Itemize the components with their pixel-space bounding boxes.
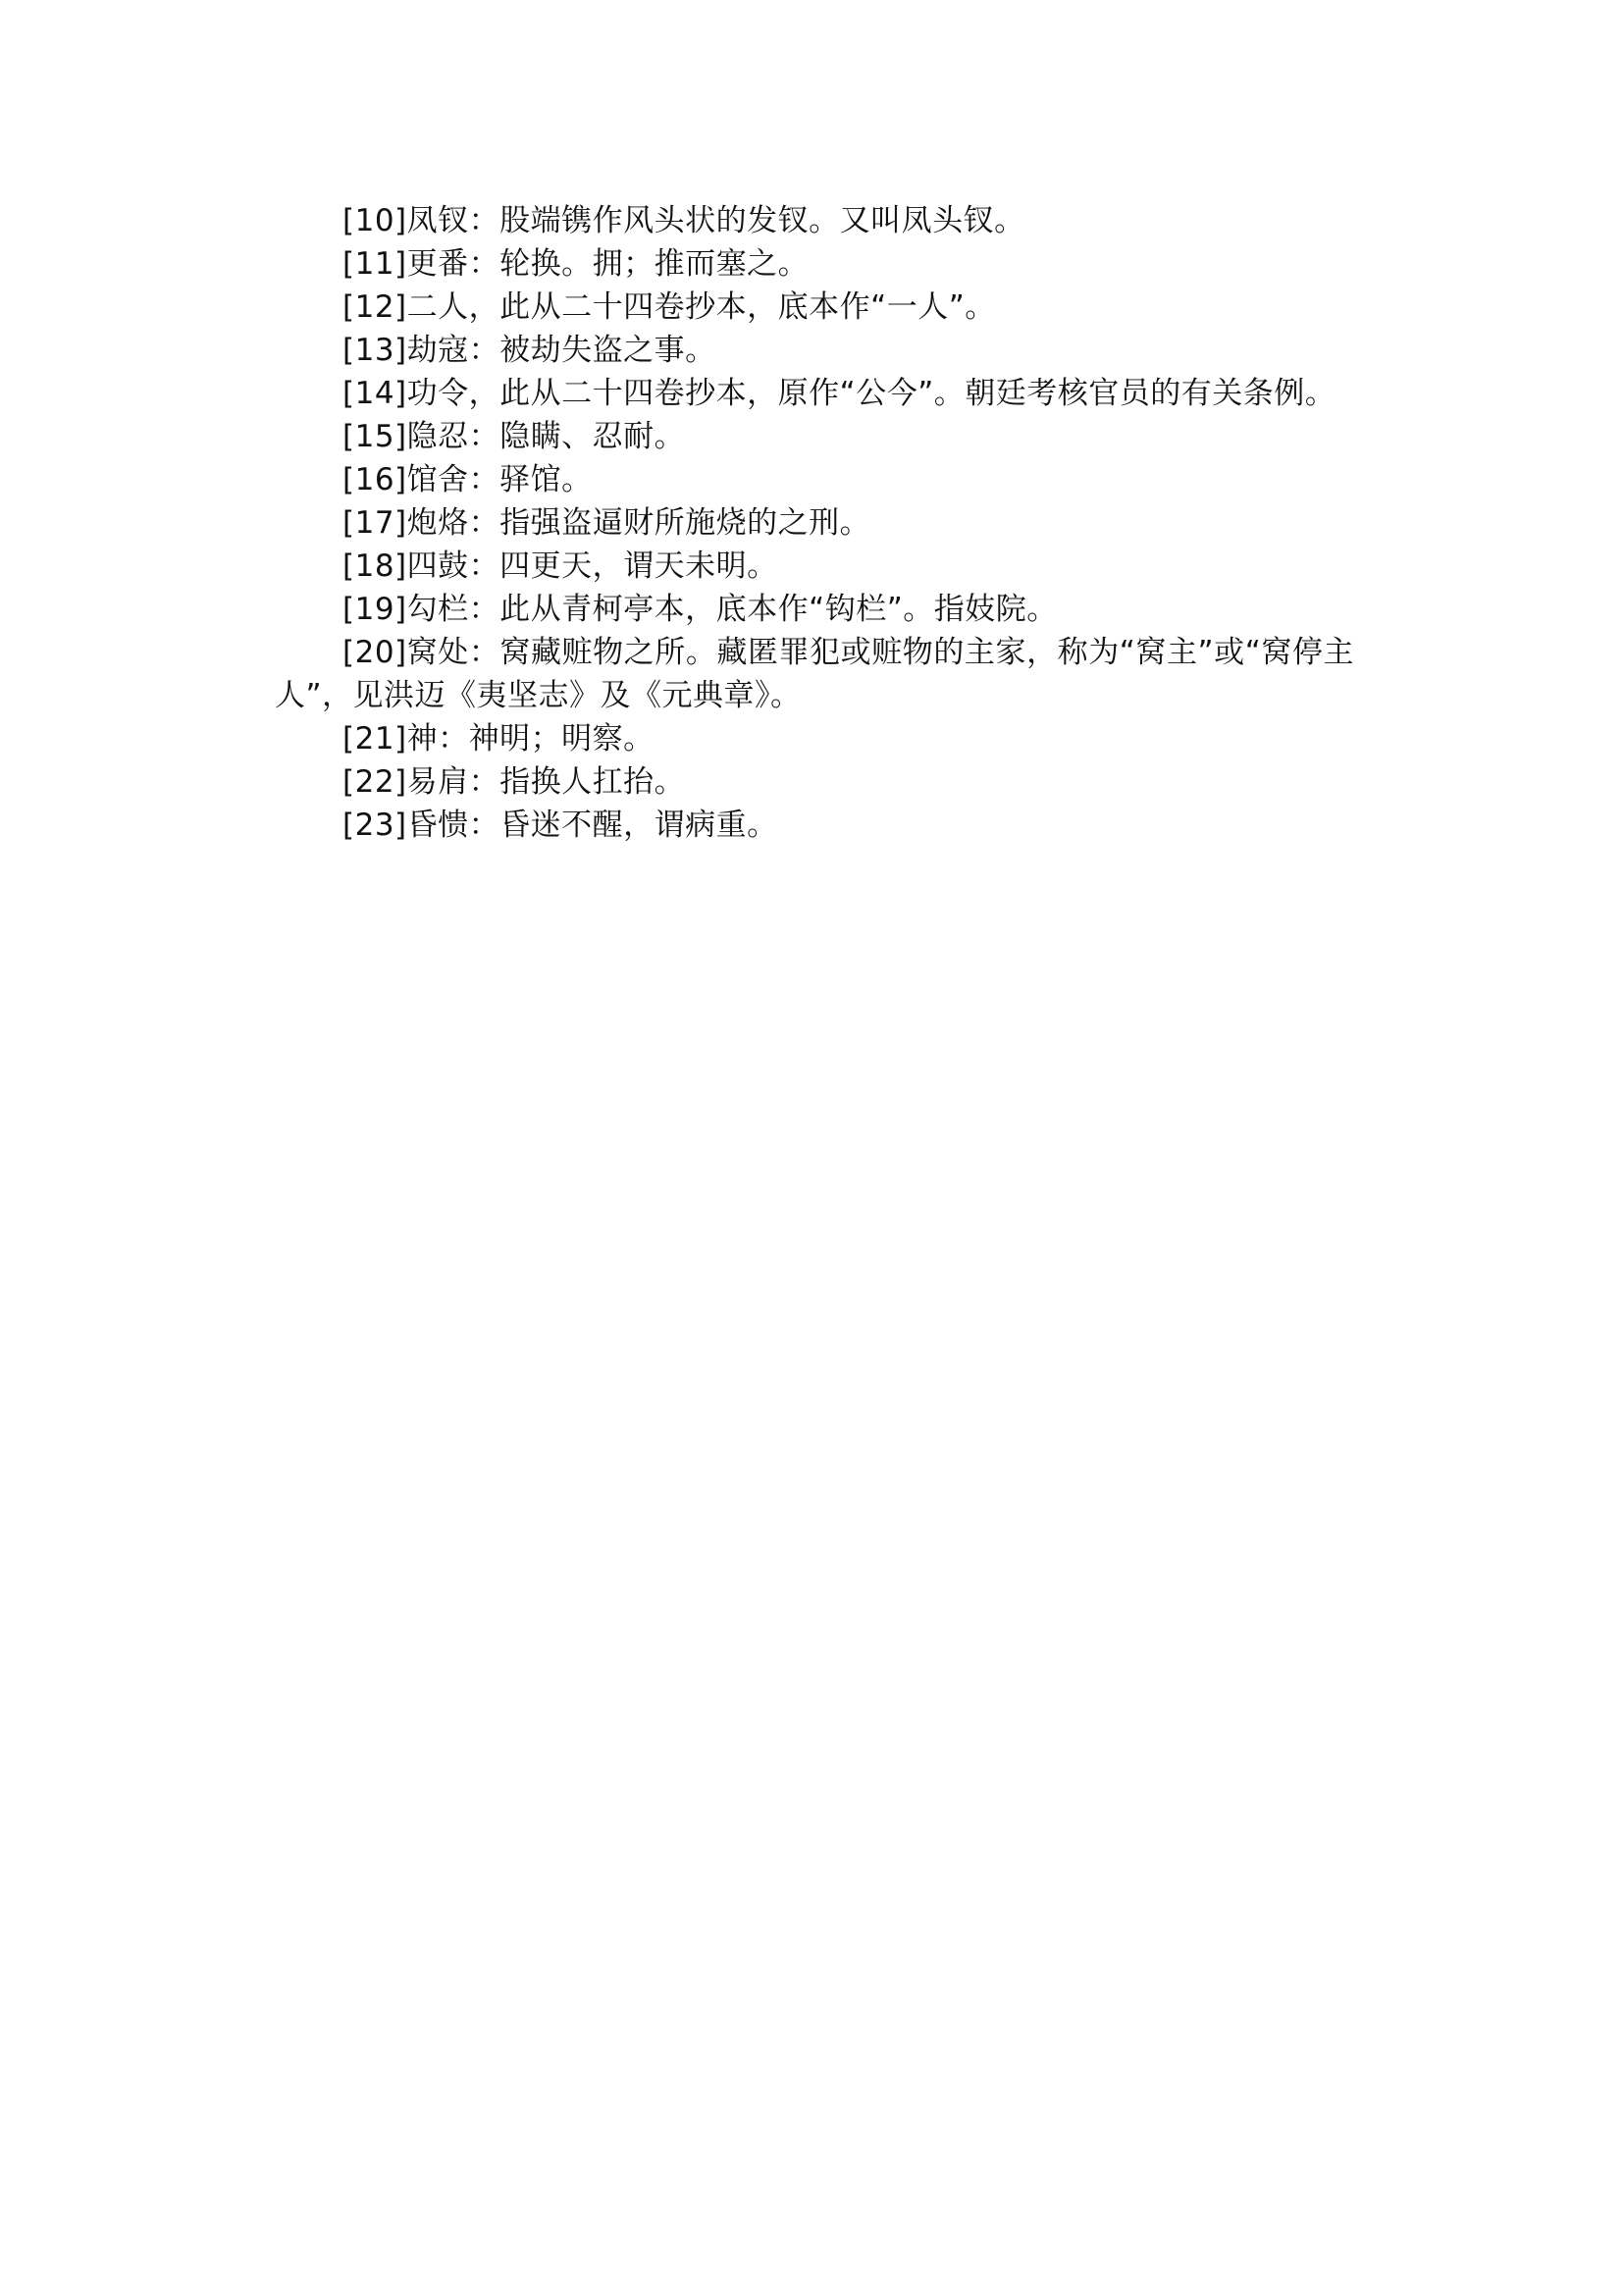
footnote-12: [12]二人，此从二十四卷抄本，底本作“一人”。 [342, 289, 996, 325]
footnote-18: [18]四鼓：四更天，谓天未明。 [342, 548, 778, 584]
footnote-14: [14]功令，此从二十四卷抄本，原作“公今”。朝廷考核官员的有关条例。 [342, 376, 1336, 411]
footnote-13: [13]劫寇：被劫失盗之事。 [342, 333, 716, 368]
footnote-15: [15]隐忍：隐瞒、忍耐。 [342, 419, 686, 454]
footnote-10: [10]凤钗：股端镌作风头状的发钗。又叫凤头钗。 [342, 203, 1025, 238]
footnote-21: [21]神：神明；明察。 [342, 721, 655, 756]
footnote-17: [17]炮烙：指强盗逼财所施烧的之刑。 [342, 505, 871, 541]
footnote-23: [23]昏愦：昏迷不醒，谓病重。 [342, 808, 778, 843]
footnote-16: [16]馆舍：驿馆。 [342, 462, 593, 497]
footnote-19: [19]勾栏：此从青柯亭本，底本作“钩栏”。指妓院。 [342, 592, 1058, 627]
footnote-list [275, 199, 1354, 847]
footnote-20: [20]窝处：窝藏赃物之所。藏匿罪犯或赃物的主家，称为“窝主”或“窝停主人”，见洪迈《夷坚志》及《元典章》。 [275, 635, 1354, 713]
footnote-22: [22]易肩：指换人扛抬。 [342, 764, 686, 800]
footnote-11: [11]更番：轮换。拥；推而塞之。 [342, 246, 810, 282]
